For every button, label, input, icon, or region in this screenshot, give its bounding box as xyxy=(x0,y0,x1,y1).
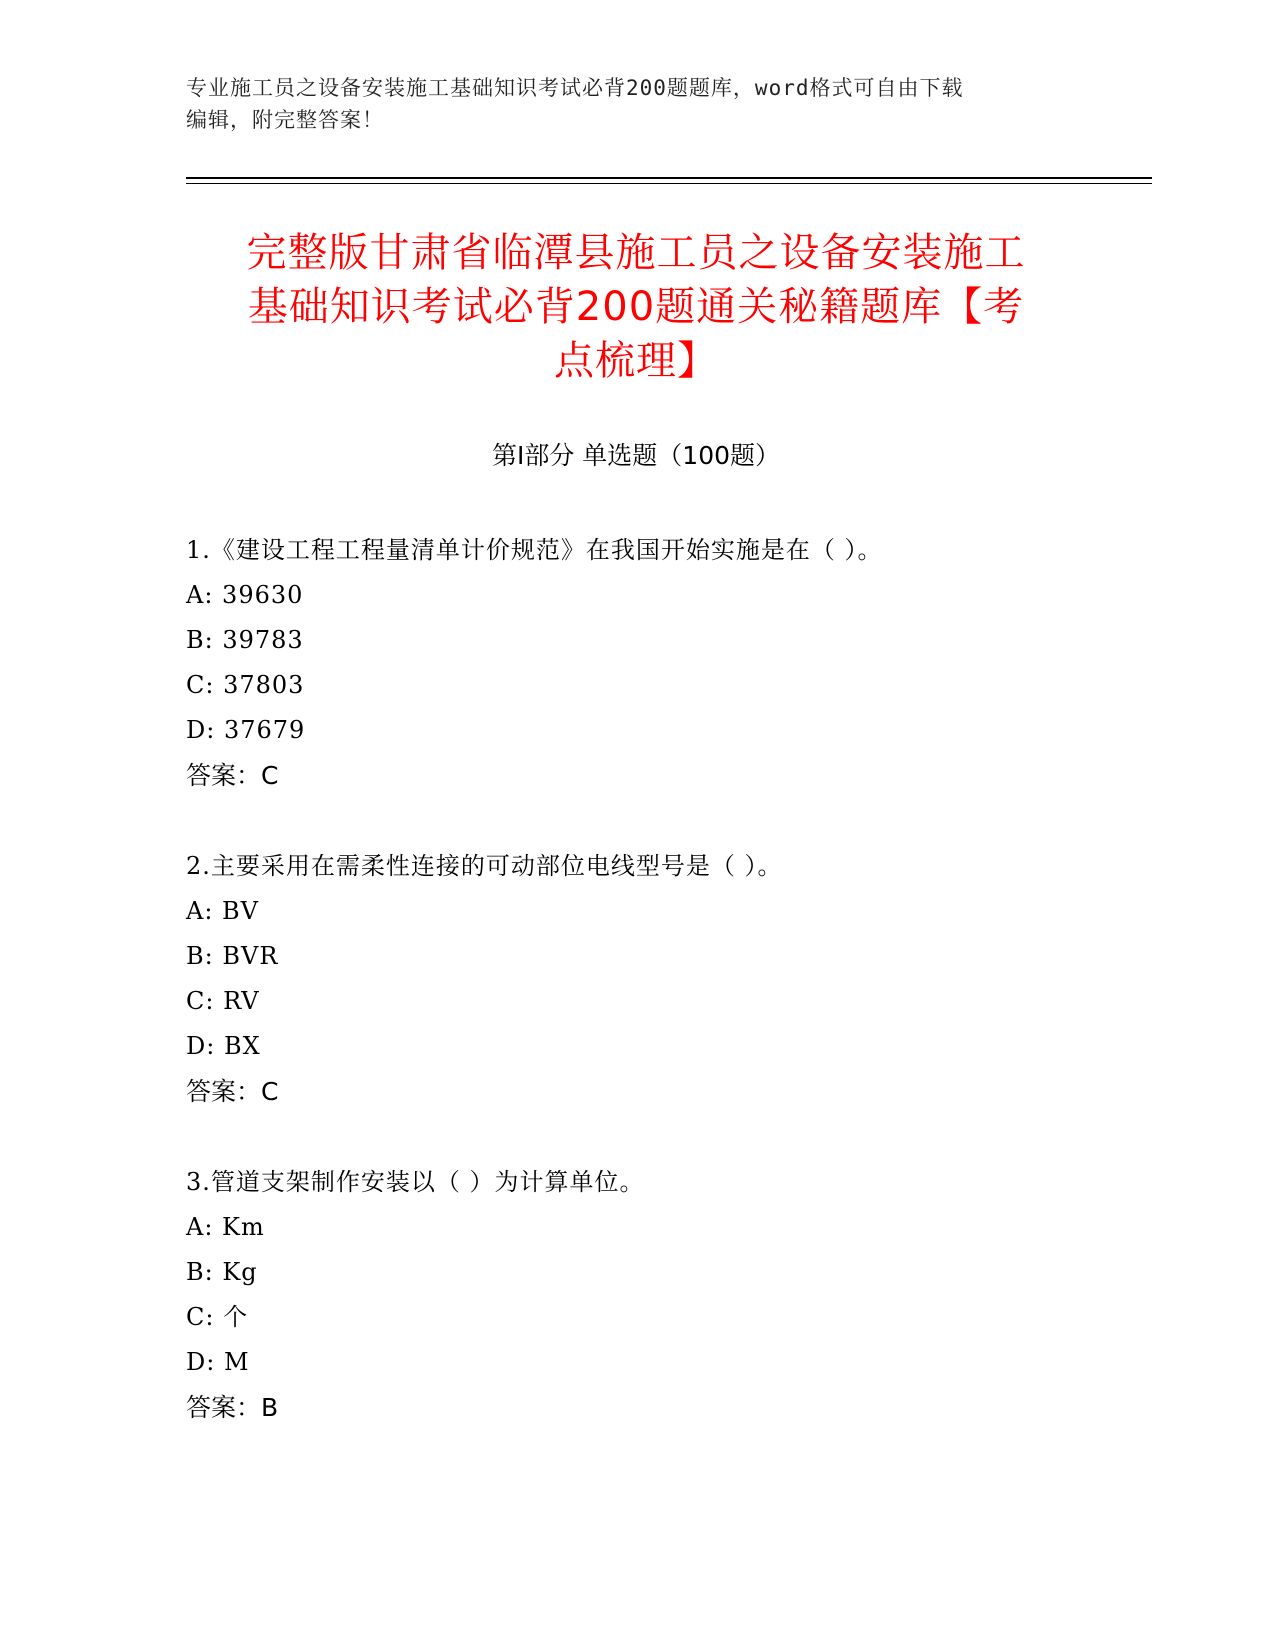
option-b: B: Kg xyxy=(186,1258,258,1286)
answer: 答案：C xyxy=(186,761,279,790)
question-2 xyxy=(186,844,1146,1114)
section-heading: 第Ⅰ部分 单选题（100题） xyxy=(491,441,781,470)
document-title xyxy=(186,226,1086,388)
title-line-2: 基础知识考试必背200题通关秘籍题库【考 xyxy=(247,284,1025,330)
option-d: D: 37679 xyxy=(186,716,306,744)
option-c: C: 个 xyxy=(186,1303,249,1331)
answer: 答案：C xyxy=(186,1077,279,1106)
intro-line-2: 编辑，附完整答案！ xyxy=(186,108,384,132)
answer: 答案：B xyxy=(186,1393,279,1422)
option-c: C: 37803 xyxy=(186,671,305,699)
question-stem: 1.《建设工程工程量清单计价规范》在我国开始实施是在（ ）。 xyxy=(186,536,883,564)
title-line-1: 完整版甘肃省临潭县施工员之设备安装施工 xyxy=(246,230,1026,276)
intro-line-1: 专业施工员之设备安装施工基础知识考试必背200题题库，word格式可自由下载 xyxy=(186,76,964,100)
intro-text xyxy=(186,72,1066,136)
question-3 xyxy=(186,1160,1146,1430)
option-c: C: RV xyxy=(186,987,260,1015)
header-divider-thick xyxy=(186,177,1152,179)
option-b: B: 39783 xyxy=(186,626,304,654)
question-list xyxy=(186,528,1146,1476)
option-a: A: Km xyxy=(186,1213,265,1241)
question-stem: 2.主要采用在需柔性连接的可动部位电线型号是（ ）。 xyxy=(186,852,783,880)
question-1 xyxy=(186,528,1146,798)
option-a: A: 39630 xyxy=(186,581,304,609)
option-a: A: BV xyxy=(186,897,260,925)
header-divider-thin xyxy=(186,183,1152,184)
option-d: D: M xyxy=(186,1348,250,1376)
option-b: B: BVR xyxy=(186,942,279,970)
option-d: D: BX xyxy=(186,1032,261,1060)
question-stem: 3.管道支架制作安装以（ ）为计算单位。 xyxy=(186,1168,645,1196)
title-line-3: 点梳理】 xyxy=(554,338,718,384)
